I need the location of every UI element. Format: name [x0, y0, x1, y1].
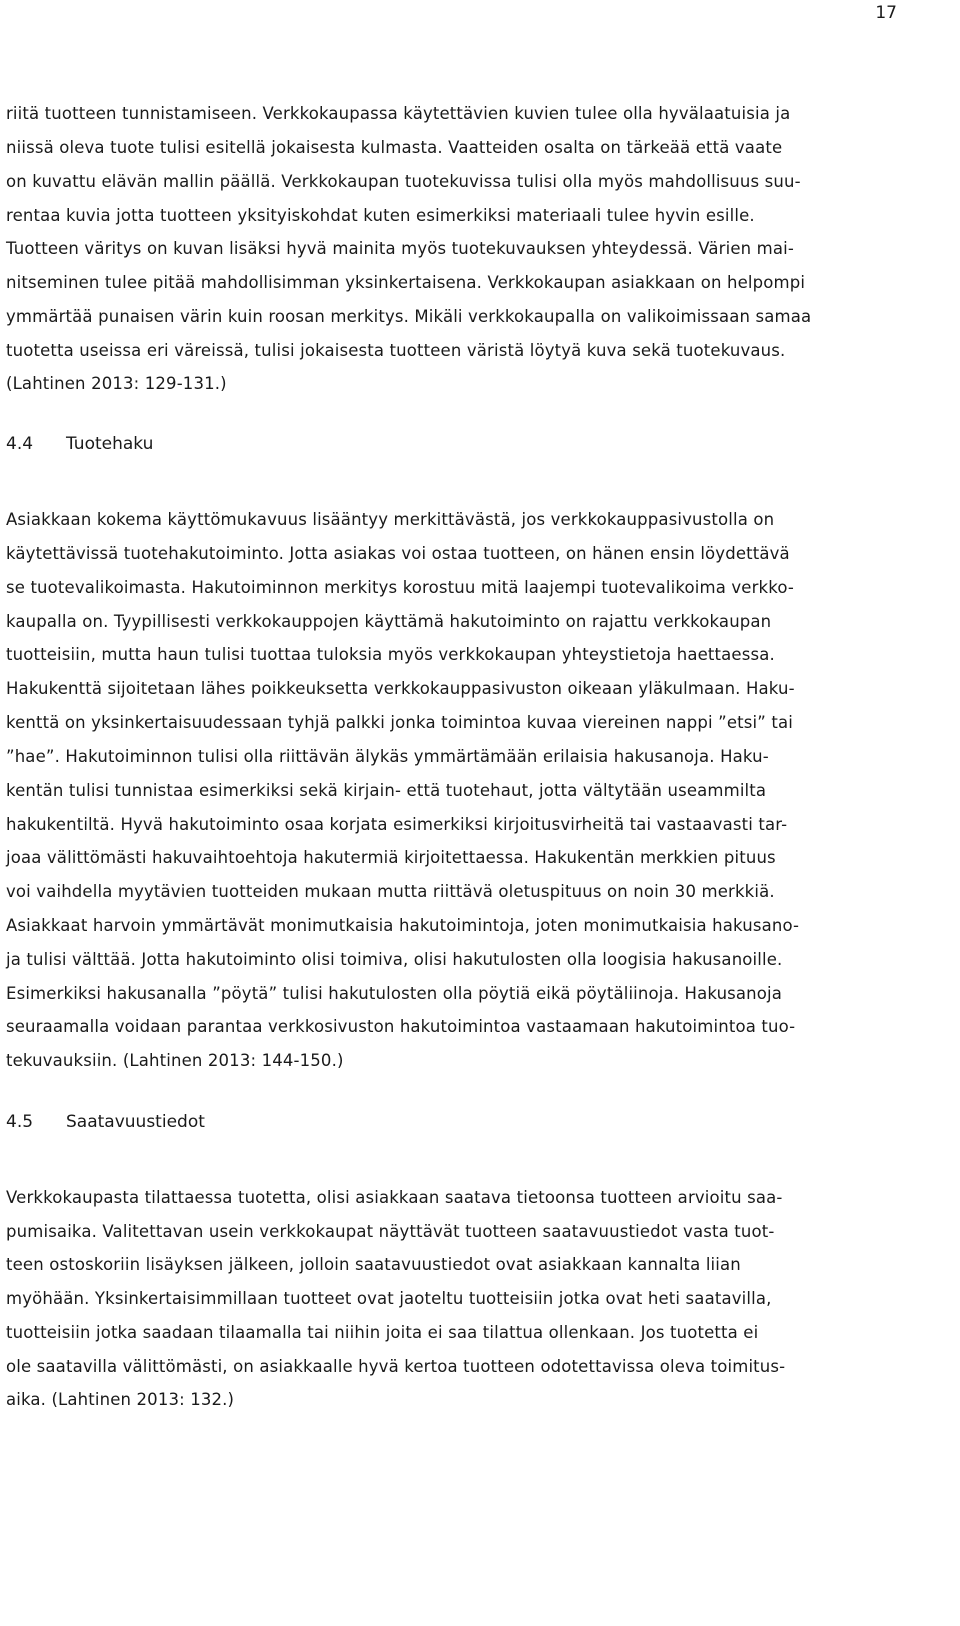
paragraph-2-line: kentän tulisi tunnistaa esimerkiksi sekä kirjain- että tuotehaut, jotta vältytään useammilta	[6, 781, 767, 800]
paragraph-1-line: Tuotteen väritys on kuvan lisäksi hyvä mainita myös tuotekuvauksen yhteydessä. Värien mai-	[6, 239, 794, 258]
paragraph-2-line: kenttä on yksinkertaisuudessaan tyhjä palkki jonka toimintoa kuvaa viereinen nappi ”etsi” tai	[6, 713, 793, 732]
paragraph-1-line: rentaa kuvia jotta tuotteen yksityiskohdat kuten esimerkiksi materiaali tulee hyvin esille.	[6, 206, 755, 225]
paragraph-2-line: seuraamalla voidaan parantaa verkkosivuston hakutoimintoa vastaamaan hakutoimintoa tuo-	[6, 1017, 796, 1036]
paragraph-2-line: tekuvauksiin. (Lahtinen 2013: 144-150.)	[6, 1051, 344, 1070]
page-number: 17	[875, 3, 897, 23]
paragraph-2-line: tuotteisiin, mutta haun tulisi tuottaa tuloksia myös verkkokaupan yhteystietoja haettaessa.	[6, 645, 775, 664]
paragraph-1-line: on kuvattu elävän mallin päällä. Verkkokaupan tuotekuvissa tulisi olla myös mahdollisuus suu-	[6, 172, 801, 191]
paragraph-2-line: hakukentiltä. Hyvä hakutoiminto osaa korjata esimerkiksi kirjoitusvirheitä tai vastaavasti tar-	[6, 815, 788, 834]
paragraph-2-line: joaa välittömästi hakuvaihtoehtoja hakutermiä kirjoitettaessa. Hakukentän merkkien pituus	[6, 848, 776, 867]
paragraph-3-line: ole saatavilla välittömästi, on asiakkaalle hyvä kertoa tuotteen odotettavissa oleva toimitus-	[6, 1357, 786, 1376]
paragraph-1-line: riitä tuotteen tunnistamiseen. Verkkokaupassa käytettävien kuvien tulee olla hyvälaatuisia ja	[6, 104, 791, 123]
section-number: 4.5	[6, 1112, 34, 1132]
paragraph-2-line: Esimerkiksi hakusanalla ”pöytä” tulisi hakutulosten olla pöytiä eikä pöytäliinoja. Hakusanoja	[6, 984, 783, 1003]
section-title: Tuotehaku	[66, 434, 154, 454]
section-heading-4-5	[6, 1112, 205, 1132]
paragraph-3-line: myöhään. Yksinkertaisimmillaan tuotteet ovat jaoteltu tuotteisiin jotka ovat heti saatavilla,	[6, 1289, 772, 1308]
section-heading-4-4	[6, 434, 153, 454]
paragraph-1-line: nitseminen tulee pitää mahdollisimman yksinkertaisena. Verkkokaupan asiakkaan on helpompi	[6, 273, 806, 292]
paragraph-2-line: käytettävissä tuotehakutoiminto. Jotta asiakas voi ostaa tuotteen, on hänen ensin löydettävä	[6, 544, 790, 563]
paragraph-2-line: Asiakkaat harvoin ymmärtävät monimutkaisia hakutoimintoja, joten monimutkaisia hakusano-	[6, 916, 800, 935]
paragraph-2-line: Hakukenttä sijoitetaan lähes poikkeuksetta verkkokauppasivuston oikeaan yläkulmaan. Haku-	[6, 679, 795, 698]
paragraph-3-line: tuotteisiin jotka saadaan tilaamalla tai niihin joita ei saa tilattua ollenkaan. Jos tuotetta ei	[6, 1323, 759, 1342]
paragraph-2-line: ja tulisi välttää. Jotta hakutoiminto olisi toimiva, olisi hakutulosten olla loogisia hakusanoille.	[6, 950, 783, 969]
paragraph-1-line: ymmärtää punaisen värin kuin roosan merkitys. Mikäli verkkokaupalla on valikoimissaan samaa	[6, 307, 812, 326]
paragraph-2-line: Asiakkaan kokema käyttömukavuus lisääntyy merkittävästä, jos verkkokauppasivustolla on	[6, 510, 775, 529]
paragraph-3-line: Verkkokaupasta tilattaessa tuotetta, olisi asiakkaan saatava tietoonsa tuotteen arvioitu saa-	[6, 1188, 783, 1207]
paragraph-2-line: se tuotevalikoimasta. Hakutoiminnon merkitys korostuu mitä laajempi tuotevalikoima verkko-	[6, 578, 794, 597]
paragraph-2-line: voi vaihdella myytävien tuotteiden mukaan mutta riittävä oletuspituus on noin 30 merkkiä.	[6, 882, 775, 901]
section-title: Saatavuustiedot	[66, 1112, 205, 1132]
paragraph-2-line: ”hae”. Hakutoiminnon tulisi olla riittävän älykäs ymmärtämään erilaisia hakusanoja. Haku-	[6, 747, 769, 766]
section-number: 4.4	[6, 434, 34, 454]
paragraph-1-line: tuotetta useissa eri väreissä, tulisi jokaisesta tuotteen väristä löytyä kuva sekä tuotekuvaus.	[6, 341, 786, 360]
paragraph-3-line: teen ostoskoriin lisäyksen jälkeen, jolloin saatavuustiedot ovat asiakkaan kannalta liian	[6, 1255, 741, 1274]
paragraph-1-line: niissä oleva tuote tulisi esitellä jokaisesta kulmasta. Vaatteiden osalta on tärkeää että vaate	[6, 138, 783, 157]
paragraph-1-line: (Lahtinen 2013: 129-131.)	[6, 374, 227, 393]
paragraph-2-line: kaupalla on. Tyypillisesti verkkokauppojen käyttämä hakutoiminto on rajattu verkkokaupan	[6, 612, 772, 631]
paragraph-3-line: aika. (Lahtinen 2013: 132.)	[6, 1390, 235, 1409]
paragraph-3-line: pumisaika. Valitettavan usein verkkokaupat näyttävät tuotteen saatavuustiedot vasta tuot-	[6, 1222, 775, 1241]
